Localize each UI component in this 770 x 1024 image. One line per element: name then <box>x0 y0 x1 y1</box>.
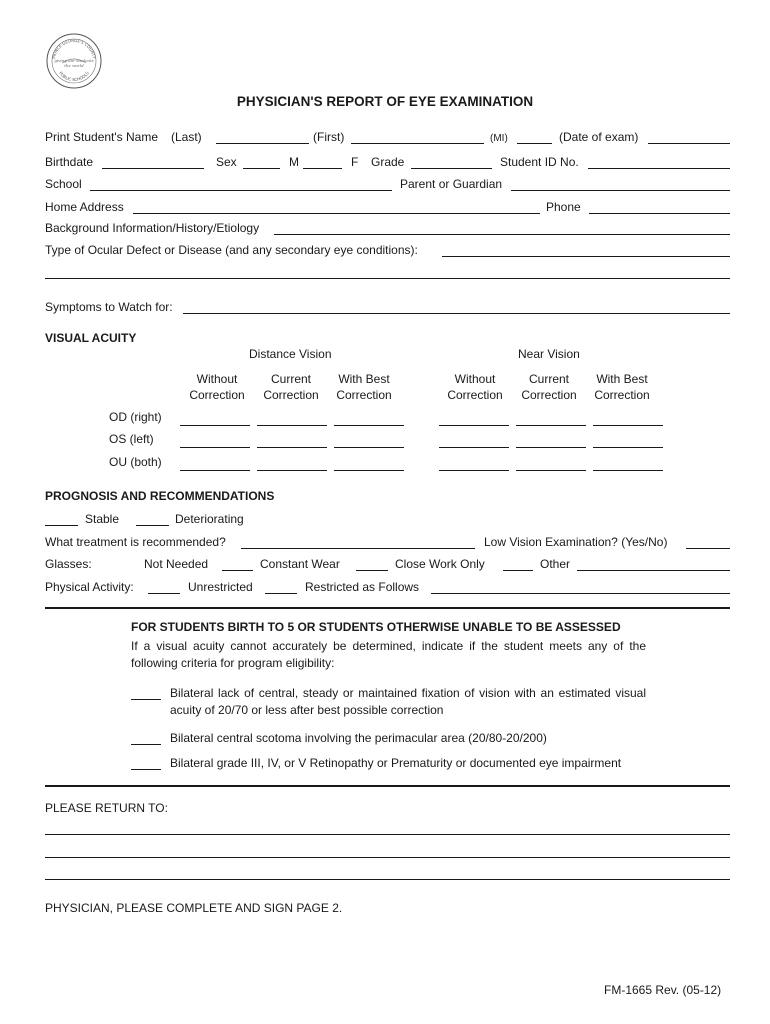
low-vision-exam-label: Low Vision Examination? (Yes/No) <box>484 535 668 549</box>
near-current-correction-header: Current Correction <box>521 372 577 402</box>
os-near-best-field[interactable] <box>593 434 663 448</box>
student-id-label: Student ID No. <box>500 155 579 169</box>
acuity-row-os-label: OS (left) <box>109 432 154 446</box>
near-without-correction-header: Without Correction <box>447 372 503 402</box>
od-distance-current-field[interactable] <box>257 412 327 426</box>
glasses-label: Glasses: <box>45 557 92 571</box>
sex-f-label: F <box>351 155 359 169</box>
other-field[interactable] <box>503 557 533 571</box>
treatment-label: What treatment is recommended? <box>45 535 226 549</box>
ou-near-without-field[interactable] <box>439 457 509 471</box>
background-field[interactable] <box>274 221 730 235</box>
return-address-line-2[interactable] <box>45 857 730 858</box>
ocular-defect-field-line-2[interactable] <box>45 265 730 279</box>
restricted-label: Restricted as Follows <box>305 580 420 594</box>
constant-wear-label: Constant Wear <box>260 557 340 571</box>
page-title: PHYSICIAN'S REPORT OF EYE EXAMINATION <box>236 94 534 109</box>
return-address-line-1[interactable] <box>45 834 730 835</box>
criteria-1-field[interactable] <box>131 686 161 700</box>
distance-current-correction-header: Current Correction <box>263 372 319 402</box>
od-near-current-field[interactable] <box>516 412 586 426</box>
home-address-label: Home Address <box>45 200 124 214</box>
distance-without-correction-header: Without Correction <box>189 372 245 402</box>
os-near-without-field[interactable] <box>439 434 509 448</box>
birthdate-label: Birthdate <box>45 155 94 169</box>
stable-label: Stable <box>85 512 120 526</box>
birth-to-5-heading: FOR STUDENTS BIRTH TO 5 OR STUDENTS OTHERWISE UNABLE TO BE ASSESSED <box>131 620 621 634</box>
school-label: School <box>45 177 82 191</box>
visual-acuity-heading: VISUAL ACUITY <box>45 331 137 345</box>
form-number: FM-1665 Rev. (05-12) <box>604 983 722 997</box>
logo-top-text: PRINCE GEORGE'S COUNTY <box>51 37 97 60</box>
school-field[interactable] <box>90 177 392 191</box>
criteria-3-text: Bilateral grade III, IV, or V Retinopathy or Prematurity or documented eye impairment <box>170 756 622 770</box>
sex-label: Sex <box>216 155 237 169</box>
phone-label: Phone <box>546 200 581 214</box>
logo-tagline-1: giving our students <box>54 58 94 63</box>
grade-label: Grade <box>371 155 405 169</box>
close-work-label: Close Work Only <box>395 557 485 571</box>
home-address-field[interactable] <box>133 200 540 214</box>
date-of-exam-label: (Date of exam) <box>559 130 639 144</box>
other-label: Other <box>540 557 571 571</box>
student-id-field[interactable] <box>588 155 730 169</box>
distance-vision-label: Distance Vision <box>249 347 332 361</box>
criteria-2-text: Bilateral central scotoma involving the perimacular area (20/80-20/200) <box>170 731 547 745</box>
parent-guardian-field[interactable] <box>511 177 730 191</box>
grade-field[interactable] <box>411 155 492 169</box>
stable-field[interactable] <box>45 512 78 526</box>
od-near-best-field[interactable] <box>593 412 663 426</box>
mi-field[interactable] <box>517 130 552 144</box>
prognosis-heading: PROGNOSIS AND RECOMMENDATIONS <box>45 489 275 503</box>
near-vision-label: Near Vision <box>518 347 580 361</box>
first-name-label: (First) <box>313 130 345 144</box>
unrestricted-field[interactable] <box>148 580 180 594</box>
unrestricted-label: Unrestricted <box>188 580 253 594</box>
distance-best-correction-header: With Best Correction <box>336 372 392 402</box>
school-district-logo <box>46 33 102 89</box>
sex-m-label: M <box>289 155 299 169</box>
student-name-label: Print Student's Name <box>45 130 159 144</box>
first-name-field[interactable] <box>351 130 484 144</box>
return-to-label: PLEASE RETURN TO: <box>45 801 168 815</box>
close-work-field[interactable] <box>356 557 388 571</box>
ocular-defect-field[interactable] <box>442 243 730 257</box>
os-distance-without-field[interactable] <box>180 434 250 448</box>
sex-field[interactable] <box>243 155 280 169</box>
criteria-2-field[interactable] <box>131 731 161 745</box>
last-name-label: (Last) <box>171 130 202 144</box>
os-distance-best-field[interactable] <box>334 434 404 448</box>
criteria-1-text: Bilateral lack of central, steady or maintained fixation of vision with an estimated visual acuity of 20/70 or less after best possible correction <box>170 686 646 717</box>
treatment-field[interactable] <box>241 535 475 549</box>
ou-near-current-field[interactable] <box>516 457 586 471</box>
acuity-row-od-label: OD (right) <box>109 410 162 424</box>
restricted-field[interactable] <box>265 580 297 594</box>
ou-near-best-field[interactable] <box>593 457 663 471</box>
sex-m-field[interactable] <box>303 155 342 169</box>
birthdate-field[interactable] <box>102 155 204 169</box>
criteria-3-field[interactable] <box>131 756 161 770</box>
low-vision-exam-field[interactable] <box>686 535 730 549</box>
restricted-description-field[interactable] <box>431 580 730 594</box>
section-divider-bottom <box>45 785 730 787</box>
od-distance-best-field[interactable] <box>334 412 404 426</box>
ou-distance-best-field[interactable] <box>334 457 404 471</box>
logo-bottom-text: PUBLIC SCHOOLS <box>58 70 90 83</box>
ou-distance-without-field[interactable] <box>180 457 250 471</box>
od-near-without-field[interactable] <box>439 412 509 426</box>
mi-label: (MI) <box>490 133 508 144</box>
section-divider-top <box>45 607 730 609</box>
other-description-field[interactable] <box>577 557 730 571</box>
not-needed-label: Not Needed <box>144 557 209 571</box>
logo-tagline-2: the world <box>64 63 84 68</box>
near-best-correction-header: With Best Correction <box>594 372 650 402</box>
deteriorating-field[interactable] <box>136 512 169 526</box>
parent-guardian-label: Parent or Guardian <box>400 177 503 191</box>
ocular-defect-label: Type of Ocular Defect or Disease (and any secondary eye conditions): <box>45 243 418 257</box>
background-label: Background Information/History/Etiology <box>45 221 260 235</box>
os-distance-current-field[interactable] <box>257 434 327 448</box>
symptoms-label: Symptoms to Watch for: <box>45 300 173 314</box>
physical-activity-label: Physical Activity: <box>45 580 134 594</box>
date-of-exam-field[interactable] <box>648 130 730 144</box>
ou-distance-current-field[interactable] <box>257 457 327 471</box>
os-near-current-field[interactable] <box>516 434 586 448</box>
symptoms-field[interactable] <box>183 300 730 314</box>
constant-wear-field[interactable] <box>222 557 253 571</box>
birth-to-5-intro: If a visual acuity cannot accurately be determined, indicate if the student meets any of the following criteria for program eligibility: <box>131 639 646 670</box>
phone-field[interactable] <box>589 200 730 214</box>
acuity-row-ou-label: OU (both) <box>109 455 162 469</box>
sign-page-2-note: PHYSICIAN, PLEASE COMPLETE AND SIGN PAGE 2. <box>45 901 343 915</box>
od-distance-without-field[interactable] <box>180 412 250 426</box>
last-name-field[interactable] <box>216 130 309 144</box>
deteriorating-label: Deteriorating <box>175 512 244 526</box>
return-address-line-3[interactable] <box>45 879 730 880</box>
